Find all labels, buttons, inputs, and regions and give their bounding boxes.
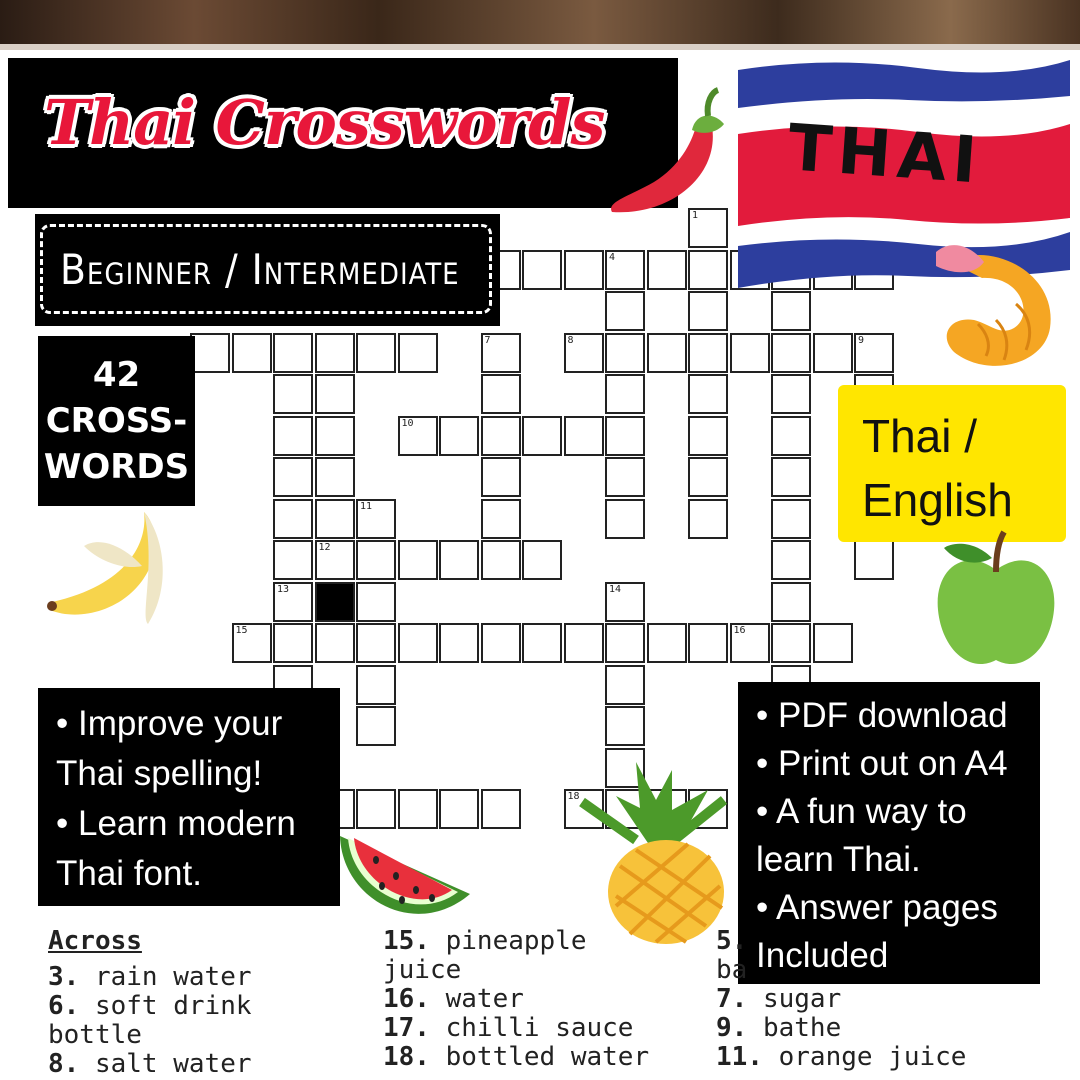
grid-cell bbox=[439, 416, 479, 456]
clue-text: pineapple bbox=[445, 926, 587, 956]
grid-cell bbox=[190, 333, 230, 373]
grid-number: 10 bbox=[401, 417, 414, 429]
language-text bbox=[862, 404, 1013, 532]
grid-cell bbox=[813, 333, 853, 373]
clue-text: bathe bbox=[762, 1013, 842, 1043]
clue-number: 17. bbox=[383, 1013, 446, 1043]
grid-cell bbox=[688, 457, 728, 497]
clue-number: 9. bbox=[716, 1013, 763, 1043]
feature-left-1: • Improve your bbox=[56, 704, 283, 743]
grid-cell bbox=[771, 457, 811, 497]
clue-number: 11. bbox=[716, 1042, 779, 1072]
grid-cell bbox=[356, 582, 396, 622]
clue-item bbox=[48, 962, 252, 992]
grid-cell bbox=[647, 333, 687, 373]
clue-text: soft drink bbox=[94, 991, 252, 1021]
grid-cell bbox=[605, 457, 645, 497]
grid-cell bbox=[398, 333, 438, 373]
grid-cell bbox=[273, 374, 313, 414]
grid-cell bbox=[273, 623, 313, 663]
grid-cell bbox=[771, 416, 811, 456]
clue-number: 15. bbox=[383, 926, 446, 956]
language-line2: English bbox=[862, 474, 1013, 526]
chili-icon bbox=[600, 86, 740, 226]
grid-cell bbox=[481, 540, 521, 580]
feature-right-5: • Answer pages bbox=[756, 888, 998, 927]
grid-cell bbox=[564, 623, 604, 663]
clue-text: juice bbox=[383, 955, 462, 985]
grid-cell bbox=[605, 499, 645, 539]
grid-cell bbox=[398, 540, 438, 580]
clue-number: 3. bbox=[48, 962, 95, 992]
grid-number: 15 bbox=[235, 625, 248, 636]
grid-cell bbox=[688, 374, 728, 414]
grid-number: 12 bbox=[318, 542, 331, 553]
grid-cell bbox=[398, 623, 438, 663]
clue-text: rain water bbox=[94, 962, 252, 992]
grid-cell bbox=[688, 250, 728, 290]
grid-cell bbox=[771, 291, 811, 331]
grid-cell bbox=[315, 499, 355, 539]
clue-text: chilli sauce bbox=[445, 1013, 634, 1043]
clue-item bbox=[383, 984, 524, 1014]
clue-text: ba bbox=[716, 955, 748, 985]
clue-text: sugar bbox=[762, 984, 842, 1014]
clue-number: 16. bbox=[383, 984, 446, 1014]
grid-cell bbox=[605, 291, 645, 331]
clue-text: salt water bbox=[94, 1049, 252, 1079]
count-text bbox=[38, 352, 195, 490]
feature-right-3: • A fun way to bbox=[756, 792, 967, 831]
count-number: 42 bbox=[92, 355, 141, 395]
feature-right-2: • Print out on A4 bbox=[756, 744, 1008, 783]
grid-cell bbox=[564, 416, 604, 456]
pineapple-icon bbox=[576, 756, 730, 946]
count-line2: CROSS- bbox=[45, 401, 188, 441]
grid-cell bbox=[356, 623, 396, 663]
feature-right-6: Included bbox=[756, 936, 889, 975]
clue-item bbox=[383, 1013, 633, 1043]
feature-left-2: Thai spelling! bbox=[56, 754, 263, 793]
features-left-panel bbox=[38, 688, 340, 906]
clue-item bbox=[48, 1049, 252, 1079]
grid-cell bbox=[564, 250, 604, 290]
grid-cell bbox=[356, 333, 396, 373]
language-line1: Thai / bbox=[862, 410, 978, 462]
clue-text: bottled water bbox=[445, 1042, 650, 1072]
clue-text: water bbox=[445, 984, 524, 1014]
grid-cell bbox=[771, 540, 811, 580]
clue-item bbox=[383, 955, 461, 985]
grid-cell bbox=[439, 789, 479, 829]
grid-number: 16 bbox=[733, 625, 746, 636]
grid-cell bbox=[481, 789, 521, 829]
grid-cell bbox=[688, 623, 728, 663]
grid-number: 14 bbox=[609, 583, 622, 595]
clue-item bbox=[716, 926, 747, 956]
grid-cell bbox=[647, 623, 687, 663]
page-title: Thai Crosswords bbox=[44, 86, 605, 159]
grid-cell bbox=[688, 333, 728, 373]
photo-strip bbox=[0, 0, 1080, 50]
grid-number: 7 bbox=[484, 334, 491, 346]
grid-cell bbox=[356, 540, 396, 580]
grid-cell bbox=[522, 416, 562, 456]
feature-right-1: • PDF download bbox=[756, 696, 1008, 735]
clue-number: 5. bbox=[716, 926, 748, 956]
grid-cell bbox=[605, 416, 645, 456]
grid-cell bbox=[688, 291, 728, 331]
level-label: Beginner / Intermediate bbox=[60, 245, 460, 294]
clue-item bbox=[716, 1013, 841, 1043]
grid-cell bbox=[232, 333, 272, 373]
grid-cell bbox=[522, 540, 562, 580]
feature-right-4: learn Thai. bbox=[756, 840, 921, 879]
flag-word: THAI bbox=[785, 111, 985, 199]
grid-cell bbox=[771, 374, 811, 414]
grid-cell bbox=[481, 374, 521, 414]
grid-cell bbox=[356, 789, 396, 829]
grid-cell bbox=[315, 623, 355, 663]
clue-item bbox=[48, 1020, 142, 1050]
grid-cell bbox=[605, 623, 645, 663]
grid-cell bbox=[605, 665, 645, 705]
grid-cell bbox=[398, 789, 438, 829]
grid-number: 1 bbox=[692, 210, 699, 221]
watermelon-icon bbox=[336, 830, 472, 930]
grid-cell bbox=[522, 623, 562, 663]
grid-cell bbox=[315, 374, 355, 414]
grid-cell bbox=[315, 582, 355, 622]
grid-cell bbox=[315, 457, 355, 497]
feature-left-3: • Learn modern bbox=[56, 804, 296, 843]
grid-cell bbox=[854, 540, 894, 580]
grid-cell bbox=[481, 499, 521, 539]
grid-cell bbox=[273, 457, 313, 497]
count-line3: WORDS bbox=[43, 447, 190, 487]
grid-cell bbox=[647, 250, 687, 290]
grid-number: 13 bbox=[277, 583, 290, 595]
grid-cell bbox=[605, 374, 645, 414]
grid-cell bbox=[688, 416, 728, 456]
grid-number: 9 bbox=[858, 334, 865, 346]
grid-cell bbox=[813, 623, 853, 663]
clue-number: 7. bbox=[716, 984, 763, 1014]
grid-cell bbox=[771, 623, 811, 663]
grid-number: 4 bbox=[609, 251, 616, 263]
clue-item bbox=[716, 955, 747, 985]
across-heading: Across bbox=[48, 926, 142, 956]
grid-cell bbox=[771, 333, 811, 373]
grid-cell bbox=[439, 623, 479, 663]
grid-cell bbox=[481, 623, 521, 663]
grid-cell bbox=[730, 333, 770, 373]
clue-item bbox=[48, 991, 252, 1021]
grid-cell bbox=[522, 250, 562, 290]
clue-item bbox=[716, 984, 841, 1014]
shrimp-icon bbox=[930, 232, 1060, 377]
apple-icon bbox=[934, 530, 1058, 672]
grid-number: 8 bbox=[567, 334, 574, 346]
grid-cell bbox=[315, 333, 355, 373]
grid-cell bbox=[273, 416, 313, 456]
grid-cell bbox=[273, 540, 313, 580]
clue-item bbox=[383, 926, 587, 956]
clue-number: 18. bbox=[383, 1042, 446, 1072]
clue-text: bottle bbox=[48, 1020, 142, 1050]
grid-cell bbox=[356, 665, 396, 705]
clue-item bbox=[716, 1042, 966, 1072]
grid-cell bbox=[481, 416, 521, 456]
clue-number: 8. bbox=[48, 1049, 95, 1079]
grid-cell bbox=[273, 499, 313, 539]
grid-cell bbox=[771, 499, 811, 539]
clue-item bbox=[383, 1042, 649, 1072]
clue-text: orange juice bbox=[778, 1042, 967, 1072]
grid-number: 11 bbox=[360, 500, 373, 512]
grid-cell bbox=[315, 416, 355, 456]
grid-cell bbox=[356, 706, 396, 746]
clue-number: 6. bbox=[48, 991, 95, 1021]
grid-cell bbox=[481, 457, 521, 497]
grid-cell bbox=[771, 582, 811, 622]
grid-cell bbox=[439, 540, 479, 580]
feature-left-4: Thai font. bbox=[56, 854, 202, 893]
features-right-panel bbox=[738, 682, 1040, 984]
grid-cell bbox=[273, 333, 313, 373]
grid-cell bbox=[605, 333, 645, 373]
grid-cell bbox=[688, 499, 728, 539]
grid-cell bbox=[605, 706, 645, 746]
grid-number: 18 bbox=[567, 791, 580, 802]
banana-icon bbox=[44, 506, 176, 630]
